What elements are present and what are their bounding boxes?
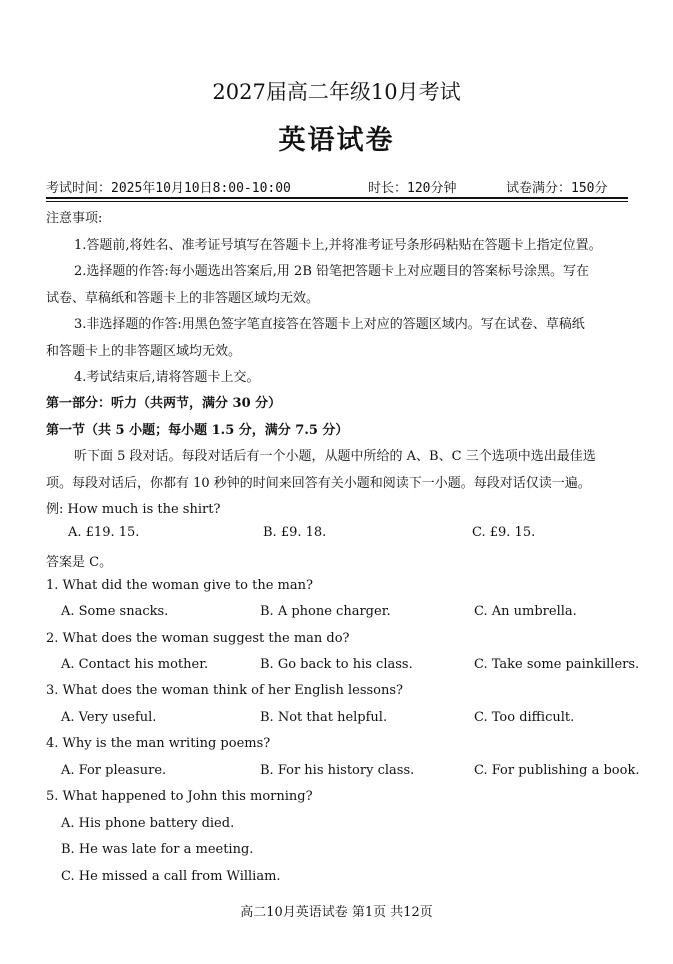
example-answer: 答案是 C。 xyxy=(46,555,113,570)
exam-time: 考试时间：2025年10月10日8:00-10:00 xyxy=(46,181,291,196)
notes-heading: 注意事项: xyxy=(46,211,103,226)
note-item-1: 1.答题前,将姓名、准考证号填写在答题卡上,并将准考证号条形码粘贴在答题卡上指定位置。 xyxy=(74,238,602,253)
question-4-option-c: C. For publishing a book. xyxy=(474,763,640,778)
question-2: 2. What does the woman suggest the man do? xyxy=(46,631,350,646)
example-option-c: C. £9. 15. xyxy=(472,525,536,540)
part-1-heading: 第一部分：听力（共两节，满分 30 分） xyxy=(46,396,282,411)
example-option-b: B. £9. 18. xyxy=(263,525,327,540)
header-rule-thin xyxy=(46,201,628,202)
question-1-option-b: B. A phone charger. xyxy=(260,604,391,619)
question-2-option-b: B. Go back to his class. xyxy=(260,657,413,672)
note-item-2-line-2: 试卷、草稿纸和答题卡上的非答题区域均无效。 xyxy=(46,291,320,306)
question-3-option-b: B. Not that helpful. xyxy=(260,710,388,725)
note-item-2-line-1: 2.选择题的作答:每小题选出答案后,用 2B 铅笔把答题卡上对应题目的答案标号涂黑。写在 xyxy=(74,264,590,279)
question-2-option-a: A. Contact his mother. xyxy=(61,657,209,672)
question-2-option-c: C. Take some painkillers. xyxy=(474,657,640,672)
exam-duration: 时长：120分钟 xyxy=(368,181,457,196)
section-1-heading: 第一节（共 5 小题；每小题 1.5 分，满分 7.5 分） xyxy=(46,423,349,438)
question-3-option-a: A. Very useful. xyxy=(61,710,157,725)
header-rule-thick xyxy=(46,197,628,199)
question-5-option-a: A. His phone battery died. xyxy=(61,816,235,831)
example-option-a: A. £19. 15. xyxy=(68,525,140,540)
question-3: 3. What does the woman think of her English lessons? xyxy=(46,683,404,698)
subject-title: 英语试卷 xyxy=(278,125,395,156)
question-3-option-c: C. Too difficult. xyxy=(474,710,575,725)
question-5-option-c: C. He missed a call from William. xyxy=(61,869,281,884)
note-item-3-line-1: 3.非选择题的作答:用黑色签字笔直接答在答题卡上对应的答题区域内。写在试卷、草稿纸 xyxy=(74,317,585,332)
question-1: 1. What did the woman give to the man? xyxy=(46,578,313,593)
question-5: 5. What happened to John this morning? xyxy=(46,789,313,804)
page-footer: 高二10月英语试卷 第1页 共12页 xyxy=(240,905,433,920)
question-1-option-a: A. Some snacks. xyxy=(61,604,169,619)
full-score: 试卷满分：150分 xyxy=(506,181,608,196)
example-question: 例: How much is the shirt? xyxy=(46,502,221,517)
note-item-3-line-2: 和答题卡上的非答题区域均无效。 xyxy=(46,344,242,359)
question-4-option-b: B. For his history class. xyxy=(260,763,415,778)
question-4-option-a: A. For pleasure. xyxy=(61,763,167,778)
question-1-option-c: C. An umbrella. xyxy=(474,604,577,619)
question-5-option-b: B. He was late for a meeting. xyxy=(61,842,254,857)
exam-title: 2027届高二年级10月考试 xyxy=(212,80,461,104)
note-item-4: 4.考试结束后,请将答题卡上交。 xyxy=(74,370,260,385)
instruction-line-1: 听下面 5 段对话。每段对话后有一个小题，从题中所给的 A、B、C 三个选项中选出最佳选 xyxy=(74,449,596,464)
question-4: 4. Why is the man writing poems? xyxy=(46,736,271,751)
instruction-line-2: 项。每段对话后，你都有 10 秒钟的时间来回答有关小题和阅读下一小题。每段对话仅读一遍。 xyxy=(46,476,591,491)
